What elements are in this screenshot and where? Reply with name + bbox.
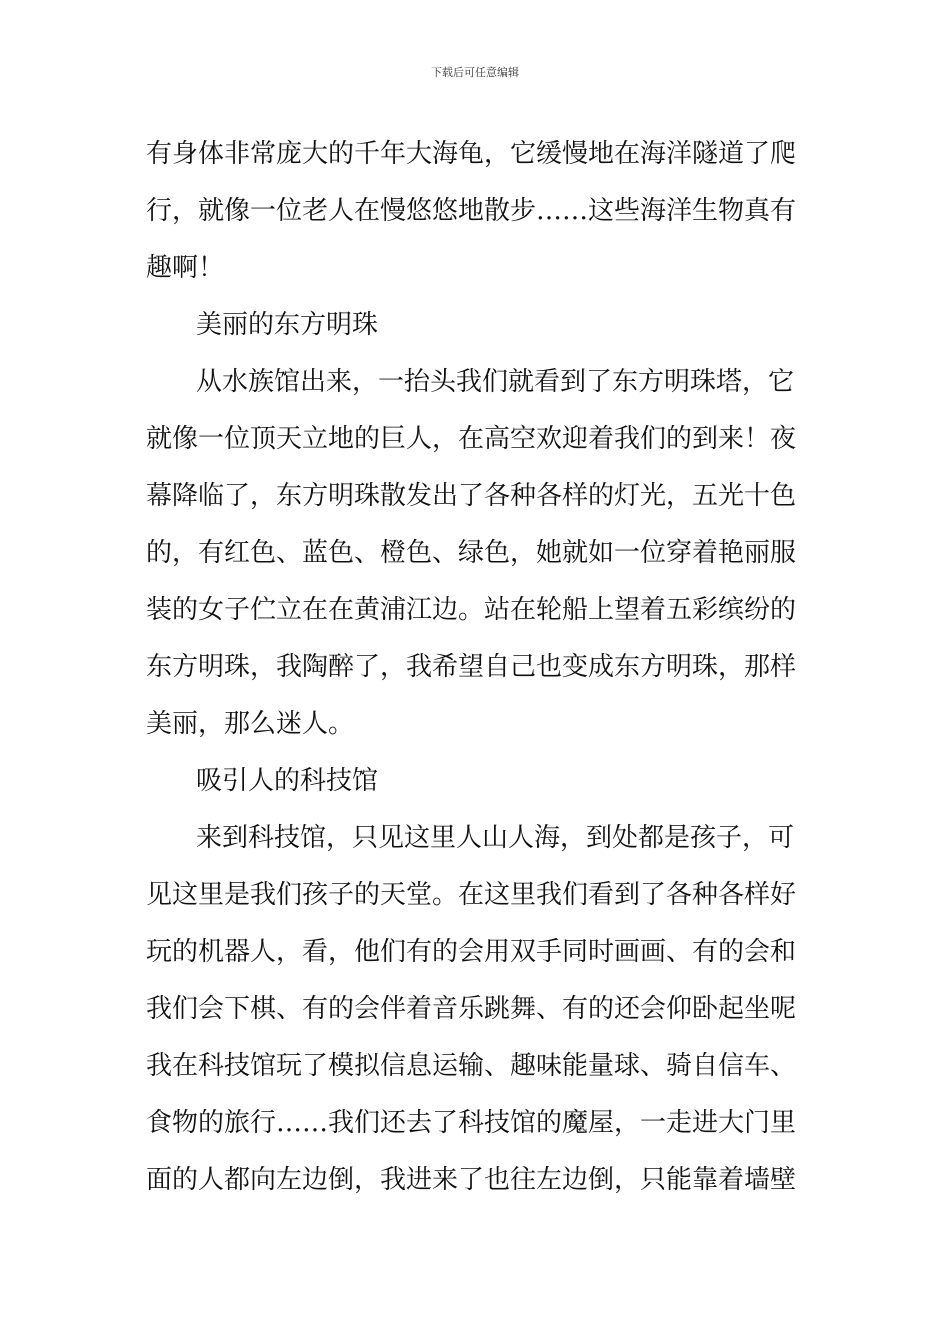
text-line: 玩的机器人，看，他们有的会用双手同时画画、有的会和 — [146, 937, 797, 967]
text-line: 我们会下棋、有的会伴着音乐跳舞、有的还会仰卧起坐呢 — [146, 994, 797, 1024]
section-heading: 美丽的东方明珠 — [196, 310, 379, 340]
text-line: 行，就像一位老人在慢悠悠地散步……这些海洋生物真有 — [146, 196, 797, 226]
text-line: 面的人都向左边倒，我进来了也往左边倒，只能靠着墙壁 — [146, 1165, 797, 1195]
text-line: 幕降临了，东方明珠散发出了各种各样的灯光，五光十色 — [146, 481, 797, 511]
text-line: 我在科技馆玩了模拟信息运输、趣味能量球、骑自信车、 — [146, 1051, 797, 1081]
text-line: 的，有红色、蓝色、橙色、绿色，她就如一位穿着艳丽服 — [146, 538, 797, 568]
text-line: 美丽，那么迷人。 — [146, 709, 355, 739]
text-line: 来到科技馆，只见这里人山人海，到处都是孩子，可 — [196, 823, 795, 853]
text-line: 装的女子伫立在在黄浦江边。站在轮船上望着五彩缤纷的 — [146, 595, 797, 625]
section-heading: 吸引人的科技馆 — [196, 766, 379, 796]
page-header: 下载后可任意编辑 — [431, 66, 519, 79]
text-line: 食物的旅行……我们还去了科技馆的魔屋，一走进大门里 — [146, 1108, 797, 1138]
text-line: 有身体非常庞大的千年大海龟，它缓慢地在海洋隧道了爬 — [146, 139, 797, 169]
text-line: 趣啊！ — [146, 253, 225, 283]
text-line: 见这里是我们孩子的天堂。在这里我们看到了各种各样好 — [146, 880, 797, 910]
text-line: 从水族馆出来，一抬头我们就看到了东方明珠塔，它 — [196, 367, 795, 397]
text-line: 东方明珠，我陶醉了，我希望自己也变成东方明珠，那样 — [146, 652, 797, 682]
text-line: 就像一位顶天立地的巨人，在高空欢迎着我们的到来！夜 — [146, 424, 797, 454]
